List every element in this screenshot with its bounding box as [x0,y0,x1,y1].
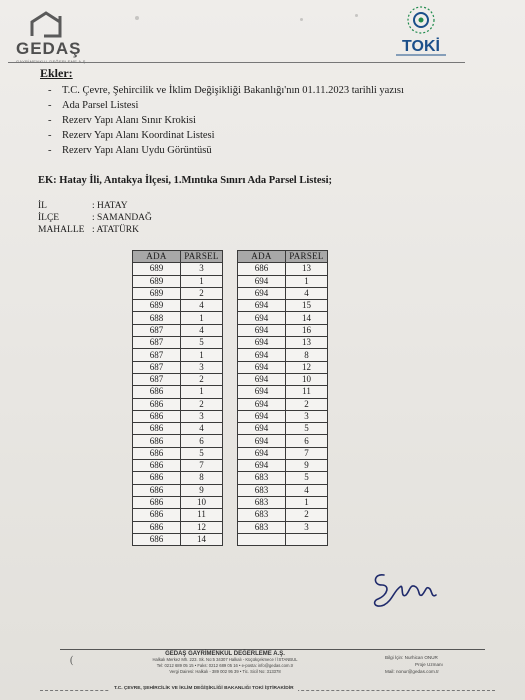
footer-mark-icon: ( [70,655,74,666]
table-row [238,386,328,398]
toki-name: TOKİ [402,38,440,55]
cell-ada: 694 [238,287,286,299]
cell-parsel: 2 [286,509,328,521]
gedas-logo-mark-icon [30,10,64,38]
table-row [133,521,223,533]
cell-ada: 689 [133,263,181,275]
cell-ada: 694 [238,435,286,447]
cell-ada: 686 [133,509,181,521]
column-header-parsel: PARSEL [181,251,223,263]
cell-ada: 687 [133,373,181,385]
table-row [133,386,223,398]
info-row-ilce: İLÇE : SAMANDAĞ [38,213,152,223]
table-row [133,484,223,496]
attachment-item: - Ada Parsel Listesi [48,100,139,111]
gedas-name: GEDAŞ [16,39,82,58]
cell-parsel: 7 [181,460,223,472]
table-row [133,361,223,373]
footer-affiliation: T.C. ÇEVRE, ŞEHİRCİLİK VE İKLİM DEĞİŞİKLİĞİ BAKANLIĞI TOKİ İŞTİRAKİDİR [110,686,298,691]
cell-ada: 688 [133,312,181,324]
cell-parsel: 3 [181,361,223,373]
cell-parsel: 12 [181,521,223,533]
table-row [133,509,223,521]
cell-parsel: 3 [286,410,328,422]
table-row [238,312,328,324]
cell-ada: 694 [238,460,286,472]
cell-parsel: 1 [181,312,223,324]
table-row [238,460,328,472]
paper-speck [355,14,358,17]
cell-parsel: 9 [286,460,328,472]
header-divider [8,62,465,63]
cell-ada: 686 [133,460,181,472]
cell-ada: 686 [133,484,181,496]
cell-parsel: 3 [181,410,223,422]
attachment-item: - T.C. Çevre, Şehircilik ve İklim Değişikliği Bakanlığı'nın 01.11.2023 tarihli yazısı [48,85,404,96]
cell-parsel: 3 [181,263,223,275]
signature-image [370,565,440,613]
cell-parsel: 11 [286,386,328,398]
table-row [133,263,223,275]
cell-parsel: 2 [181,373,223,385]
table-row [238,337,328,349]
table-row [133,472,223,484]
cell-ada: 689 [133,275,181,287]
table-row [238,349,328,361]
cell-parsel: 5 [286,423,328,435]
table-row [238,521,328,533]
attachment-item: - Rezerv Yapı Alanı Uydu Görüntüsü [48,145,212,156]
cell-ada: 689 [133,300,181,312]
cell-ada: 694 [238,423,286,435]
footer-address: Halkalı Merkez Mh. 223. Sk. No:5 34307 Halkalı - Küçükçekmece / İSTANBUL [152,657,298,662]
cell-parsel: 8 [181,472,223,484]
table-row [133,460,223,472]
table-row [133,300,223,312]
cell-parsel: 14 [286,312,328,324]
cell-parsel: 15 [286,300,328,312]
cell-ada: 683 [238,509,286,521]
table-row [238,373,328,385]
cell-parsel: 3 [286,521,328,533]
table-row [133,312,223,324]
attachment-item: - Rezerv Yapı Alanı Sınır Krokisi [48,115,196,126]
parcel-table-left [132,250,223,546]
cell-parsel: 4 [181,300,223,312]
cell-ada: 686 [133,435,181,447]
cell-ada: 687 [133,337,181,349]
cell-parsel: 1 [181,386,223,398]
cell-parsel: 10 [286,373,328,385]
cell-ada: 694 [238,324,286,336]
cell-ada: 686 [133,386,181,398]
column-header-parsel: PARSEL [286,251,328,263]
cell-parsel: 14 [181,533,223,545]
cell-parsel: 4 [181,324,223,336]
paper-speck [135,16,139,20]
cell-ada: 686 [133,521,181,533]
table-row [238,324,328,336]
cell-parsel: 1 [286,275,328,287]
cell-parsel: 13 [286,337,328,349]
cell-parsel: 9 [181,484,223,496]
cell-ada: 686 [133,533,181,545]
table-row [238,398,328,410]
table-row [238,423,328,435]
cell-ada: 694 [238,398,286,410]
table-row [238,435,328,447]
table-row [133,423,223,435]
cell-parsel: 4 [181,423,223,435]
attachments-list [48,83,404,158]
cell-ada [238,533,286,545]
cell-ada: 683 [238,472,286,484]
column-header-ada: ADA [238,251,286,263]
cell-ada: 683 [238,521,286,533]
table-row [133,275,223,287]
cell-parsel: 2 [181,398,223,410]
table-row [133,324,223,336]
table-row [133,435,223,447]
gedas-subtitle: GAYRİMENKUL DEĞERLEME A.Ş. [16,59,88,64]
cell-ada: 686 [133,423,181,435]
table-row [238,472,328,484]
info-row-mahalle: MAHALLE : ATATÜRK [38,225,140,235]
cell-ada: 689 [133,287,181,299]
footer-company-block [60,651,390,675]
table-row [133,398,223,410]
cell-ada: 694 [238,361,286,373]
cell-ada: 694 [238,312,286,324]
table-row [133,337,223,349]
attachments-title: Ekler: [40,66,73,80]
cell-parsel: 4 [286,287,328,299]
cell-ada: 694 [238,275,286,287]
table-row [238,275,328,287]
table-row [238,361,328,373]
table-row [238,509,328,521]
table-row [238,287,328,299]
cell-parsel: 1 [181,349,223,361]
table-row [238,300,328,312]
cell-parsel: 7 [286,447,328,459]
cell-ada: 694 [238,349,286,361]
parcel-table-right [237,250,328,546]
cell-parsel: 1 [286,496,328,508]
attachment-item: - Rezerv Yapı Alanı Koordinat Listesi [48,130,215,141]
cell-parsel: 4 [286,484,328,496]
info-row-il: İL : HATAY [38,201,128,211]
attachment-heading: EK: Hatay İli, Antakya İlçesi, 1.Mıntıka Sınırı Ada Parsel Listesi; [38,175,333,186]
cell-parsel: 5 [181,447,223,459]
cell-parsel [286,533,328,545]
footer-divider [60,649,485,650]
cell-parsel: 5 [181,337,223,349]
cell-ada: 694 [238,386,286,398]
cell-ada: 686 [238,263,286,275]
cell-ada: 683 [238,484,286,496]
cell-parsel: 6 [181,435,223,447]
cell-ada: 686 [133,410,181,422]
table-row [238,533,328,545]
table-row [133,533,223,545]
column-header-ada: ADA [133,251,181,263]
footer-contact: Tel: 0212 689 05 15 • Faks: 0212 689 05 16 • e-posta: info@gedas.com.tr [156,663,294,668]
table-row [133,349,223,361]
location-info [38,200,152,236]
cell-ada: 694 [238,447,286,459]
footer-contact-person: Bilgi İçin: Nurhican ONUR Proje Uzmanı Mail: nonur@gedas.com.tr [385,655,443,674]
cell-parsel: 8 [286,349,328,361]
table-row [133,373,223,385]
cell-ada: 686 [133,398,181,410]
table-row [238,410,328,422]
cell-parsel: 1 [181,275,223,287]
table-row [238,496,328,508]
table-row [238,447,328,459]
cell-ada: 687 [133,361,181,373]
table-row [133,287,223,299]
cell-ada: 694 [238,300,286,312]
cell-parsel: 13 [286,263,328,275]
cell-ada: 687 [133,349,181,361]
footer-company: GEDAŞ GAYRİMENKUL DEĞERLEME A.Ş. [165,651,285,657]
table-row [133,496,223,508]
cell-ada: 694 [238,410,286,422]
cell-ada: 694 [238,373,286,385]
cell-ada: 686 [133,472,181,484]
gedas-logo [8,8,118,62]
cell-ada: 687 [133,324,181,336]
cell-parsel: 6 [286,435,328,447]
table-row [133,410,223,422]
table-row [238,484,328,496]
cell-parsel: 12 [286,361,328,373]
cell-parsel: 2 [181,287,223,299]
table-row [238,263,328,275]
cell-ada: 686 [133,447,181,459]
cell-parsel: 10 [181,496,223,508]
cell-parsel: 11 [181,509,223,521]
cell-parsel: 2 [286,398,328,410]
cell-ada: 683 [238,496,286,508]
paper-speck [300,18,303,21]
cell-parsel: 16 [286,324,328,336]
footer-tax: Vergi Dairesi: Halkalı - 389 002 95 39 • Tic. Sicil No: 313378 [169,669,281,674]
cell-parsel: 5 [286,472,328,484]
cell-ada: 686 [133,496,181,508]
cell-ada: 694 [238,337,286,349]
table-row [133,447,223,459]
